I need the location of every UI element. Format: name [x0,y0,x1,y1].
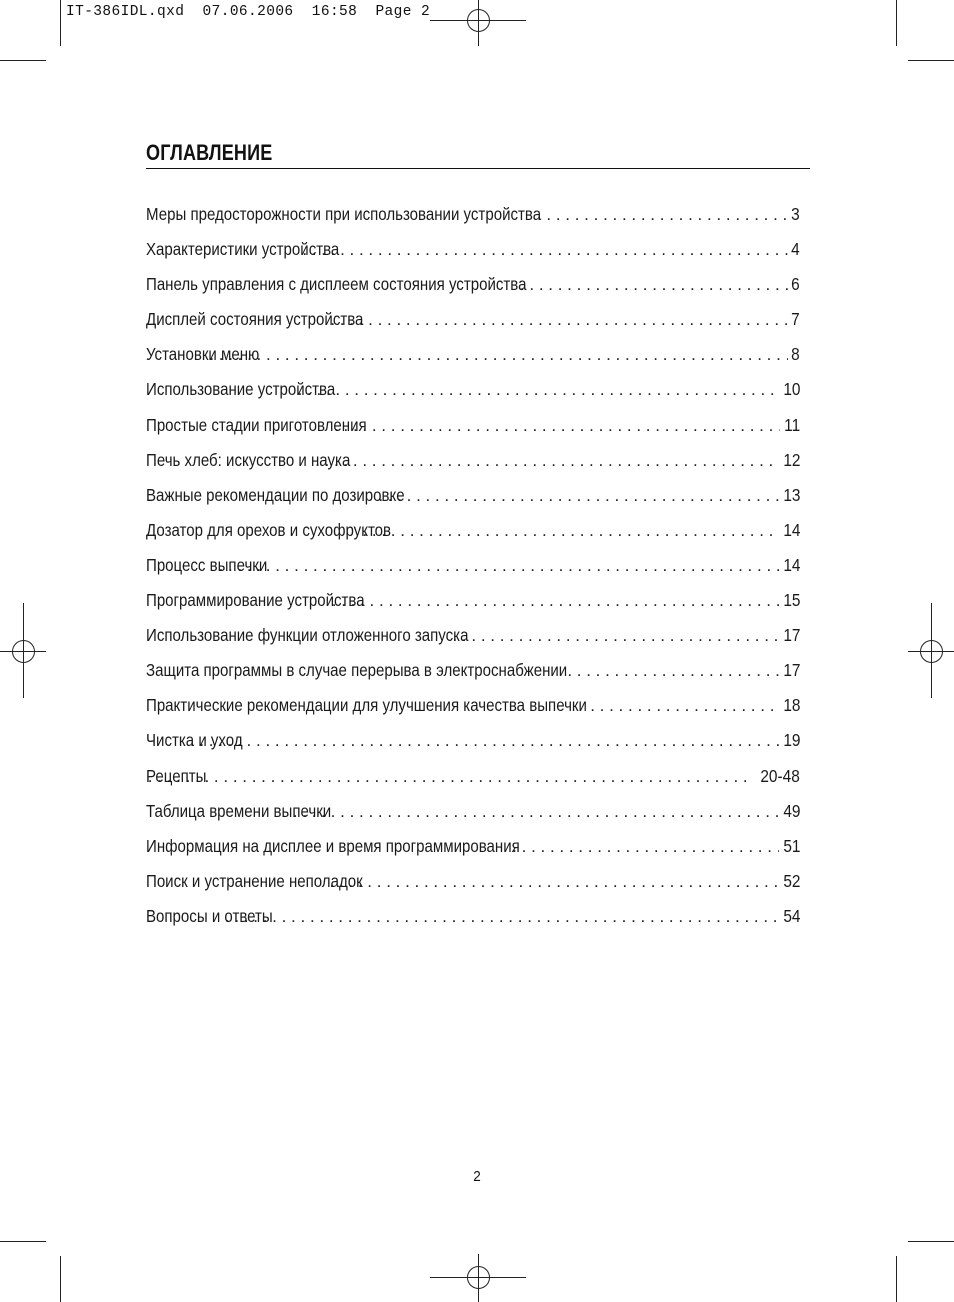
toc-entry [146,555,800,590]
toc-entry-page: 52 [782,870,800,891]
toc-entry-page: 10 [782,379,800,400]
dot-leader [332,591,779,611]
toc-entry-page: 17 [782,660,800,681]
toc-entry [146,766,800,801]
title-underline [146,168,810,169]
toc-entry [146,660,800,695]
toc-entry-page: 4 [791,239,800,260]
toc-entry-label: Информация на дисплее и время программирования [146,835,520,856]
page-title: ОГЛАВЛЕНИЕ [146,140,273,165]
dot-leader [452,626,778,646]
toc-entry-page: 14 [782,554,800,575]
toc-entry [146,520,800,555]
toc-entry-label: Печь хлеб: искусство и наука [146,449,351,470]
toc-entry-label: Рецепты [146,765,207,786]
toc-entry-label: Меры предосторожности при использовании устройства [146,204,542,224]
dot-leader [537,205,788,225]
toc-entry-label: Характеристики устройства [146,239,340,260]
dot-leader [330,310,788,330]
toc-entry-label: Дозатор для орехов и сухофруктов [146,519,392,540]
toc-entry-label: Вопросы и ответы [146,905,273,926]
toc-entry [146,450,800,485]
dot-leader [302,240,788,260]
toc-entry-label: Таблица времени выпечки [146,800,332,821]
toc-entry-page: 54 [782,905,800,926]
toc-entry [146,695,800,730]
toc-entry-page: 20-48 [760,765,800,786]
toc-entry [146,836,800,871]
toc-entry [146,344,800,379]
toc-entry-page: 17 [782,625,800,646]
toc-entry-page: 14 [782,519,800,540]
toc-entry-page: 11 [784,414,800,435]
toc-entry-page: 6 [791,274,800,295]
toc-entry-page: 3 [791,204,800,224]
toc-entry-label: Панель управления с дисплеем состояния устройства [146,274,527,295]
dot-leader [520,275,788,295]
toc-entry-page: 49 [782,800,800,821]
toc-entry-page: 18 [782,695,800,716]
table-of-contents [146,204,800,941]
registration-mark-left [0,603,46,698]
dot-leader [567,661,778,681]
toc-entry [146,415,800,450]
toc-entry-page: 7 [791,309,800,330]
toc-entry [146,239,800,274]
toc-entry-page: 13 [782,484,800,505]
toc-entry-page: 8 [791,344,800,365]
toc-entry [146,871,800,906]
toc-entry [146,204,800,239]
dot-leader [298,380,779,400]
file-slug-line: IT-386IDL.qxd 07.06.2006 16:58 Page 2 [66,4,431,20]
toc-entry-page: 15 [782,590,800,611]
dot-leader [190,731,779,751]
toc-entry [146,625,800,660]
dot-leader [330,872,779,892]
dot-leader [148,767,753,787]
toc-entry [146,590,800,625]
toc-entry-label: Дисплей состояния устройства [146,309,364,330]
registration-mark-bottom [430,1254,526,1302]
toc-entry [146,485,800,520]
toc-entry [146,309,800,344]
toc-entry-page: 19 [782,730,800,751]
toc-entry-label: Чистка и уход [146,730,243,751]
dot-leader [512,837,778,857]
toc-entry [146,801,800,836]
dot-leader [293,802,779,822]
toc-entry-page: 12 [782,449,800,470]
toc-entry-label: Практические рекомендации для улучшения качества выпечки [146,695,587,716]
dot-leader [315,451,778,471]
page-number: 2 [473,1168,481,1185]
toc-entry-label: Установки меню [146,344,260,365]
toc-entry [146,730,800,765]
toc-entry-label: Использование устройства [146,379,336,400]
registration-mark-right [908,603,954,698]
dot-leader [225,907,779,927]
toc-entry-label: Важные рекомендации по дозировке [146,484,405,505]
toc-entry [146,379,800,414]
toc-entry-label: Простые стадии приготовления [146,414,367,435]
toc-entry [146,274,800,309]
dot-leader [219,556,779,576]
toc-entry-label: Поиск и устранение неполадок [146,870,363,891]
toc-entry-label: Использование функции отложенного запуска [146,625,469,646]
registration-mark-top [430,0,526,46]
dot-leader [334,416,780,436]
toc-entry-label: Защита программы в случае перерыва в электроснабжении [146,660,568,681]
dot-leader [209,345,788,365]
toc-entry-page: 51 [782,835,800,856]
toc-entry [146,906,800,941]
dot-leader [378,486,778,506]
dot-leader [362,521,778,541]
toc-entry-label: Программирование устройства [146,590,365,611]
toc-entry-label: Процесс выпечки [146,554,268,575]
dot-leader [590,696,778,716]
